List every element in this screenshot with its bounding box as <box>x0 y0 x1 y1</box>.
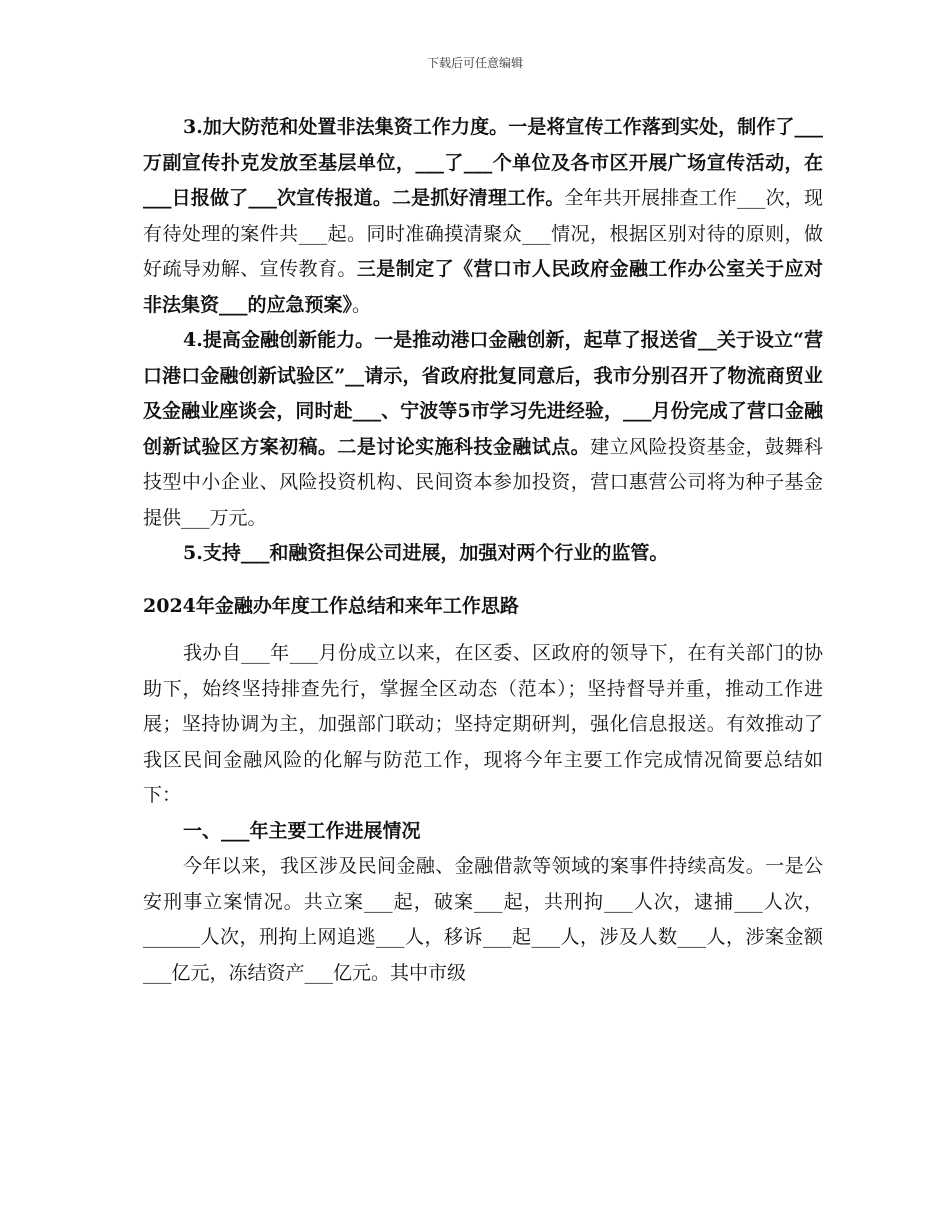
body-paragraph: 今年以来，我区涉及民间金融、金融借款等领域的案事件持续高发。一是公安刑事立案情况。共立案___起，破案___起，共刑拘___人次，逮捕___人次，______人次，刑拘上网追逃___人，移诉___起___人，涉及人数___人，涉案金额___亿元，冻结资产___亿元。其中市级 <box>143 855 823 984</box>
paragraph-3-end: 。 <box>352 293 372 316</box>
paragraph-4-bold: 4.提高金融创新能力。一是推动港口金融创新，起草了报送省__关于设立“营口港口金融创新试验区”__请示，省政府批复同意后，我市分别召开了物流商贸业及金融业座谈会，同时赴___、宁波等5市学习先进经验，___月份完成了营口金融创新试验区方案初稿。二是讨论实施科技金融试点。 <box>143 329 823 458</box>
paragraph-3 <box>143 110 823 323</box>
section-title: 2024年金融办年度工作总结和来年工作思路 <box>143 594 519 617</box>
paragraph-4 <box>143 323 823 536</box>
document-body <box>143 110 823 991</box>
paragraph-3-normal: 全年共开展排查工作___次，现有待处理的案件共___起。同时准确摸清聚众___情况，根据区别对待的原则，做好疏导劝解、宣传教育。 <box>143 187 823 280</box>
paragraph-5: 5.支持___和融资担保公司进展，加强对两个行业的监管。 <box>183 542 669 564</box>
paragraph-3-bold: 3.加大防范和处置非法集资工作力度。一是将宣传工作落到实处，制作了___万副宣传扑克发放至基层单位，___了___个单位及各市区开展广场宣传活动，在___日报做了___次宣传报道。二是抓好清理工作。 <box>143 116 823 209</box>
page-header: 下载后可任意编辑 <box>426 56 523 70</box>
paragraph-4-normal: 建立风险投资基金，鼓舞科技型中小企业、风险投资机构、民间资本参加投资，营口惠营公司将为种子基金提供___万元。 <box>143 435 823 529</box>
heading-1: 一、___年主要工作进展情况 <box>183 819 421 842</box>
paragraph-3-bold-2: 三是制定了《营口市人民政府金融工作办公室关于应对非法集资___的应急预案》 <box>143 258 823 316</box>
intro-paragraph: 我办自___年___月份成立以来，在区委、区政府的领导下，在有关部门的协助下，始终坚持排查先行，掌握全区动态（范本）；坚持督导并重，推动工作进展；坚持协调为主，加强部门联动；坚持定期研判，强化信息报送。有效推动了我区民间金融风险的化解与防范工作，现将今年主要工作完成情况简要总结如下： <box>143 642 823 806</box>
